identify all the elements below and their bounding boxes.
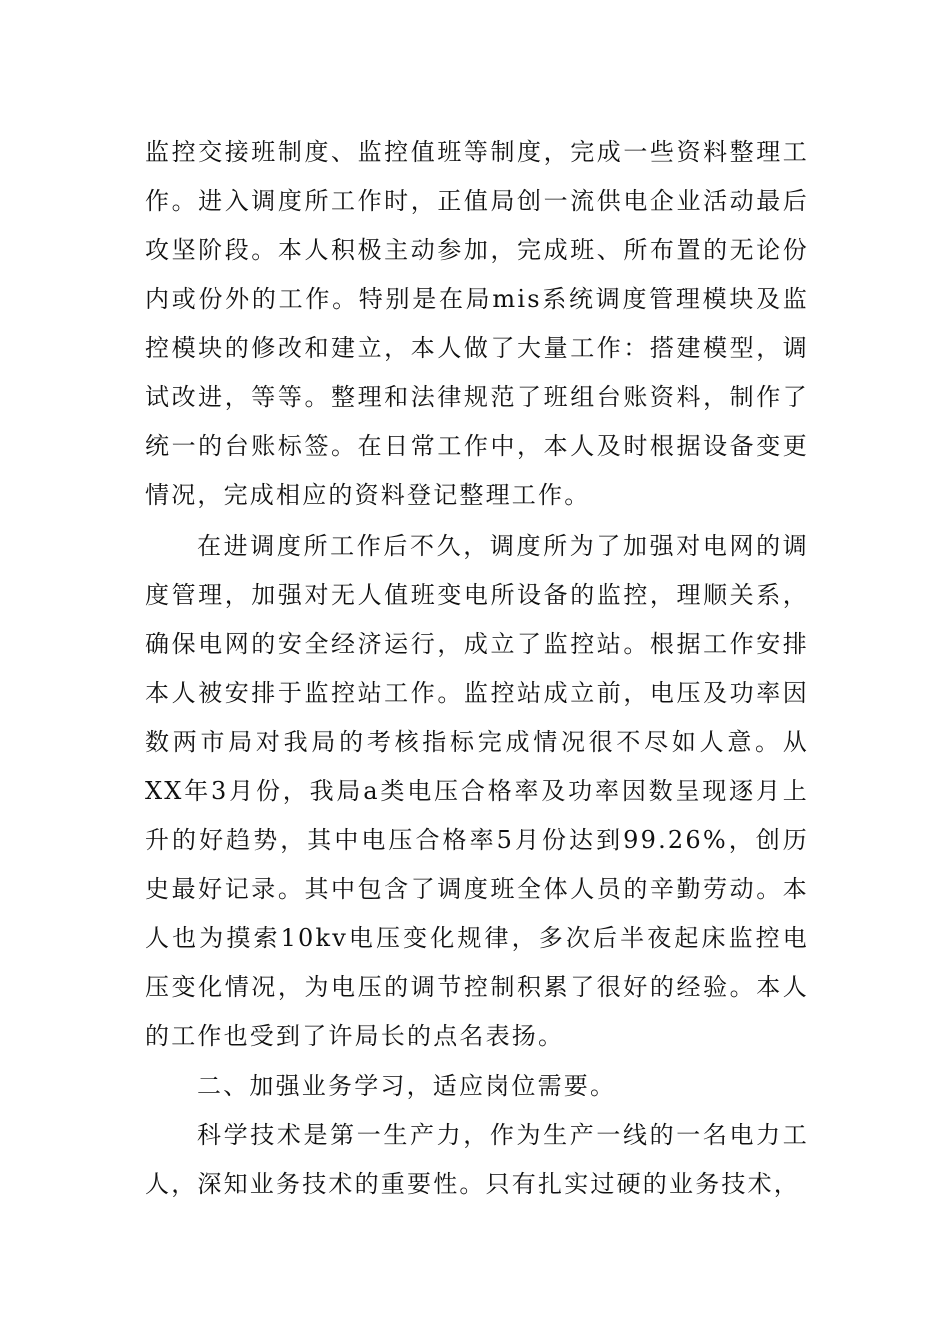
paragraph-2 xyxy=(145,522,809,1061)
section-heading xyxy=(145,1062,809,1111)
paragraph-text: 监控交接班制度、监控值班等制度，完成一些资料整理工作。进入调度所工作时，正值局创一流供电企业活动最后攻坚阶段。本人积极主动参加，完成班、所布置的无论份内或份外的工作。特别是在局mis系统调度管理模块及监控模块的修改和建立，本人做了大量工作：搭建模型，调试改进，等等。整理和法律规范了班组台账资料，制作了统一的台账标签。在日常工作中，本人及时根据设备变更情况，完成相应的资料登记整理工作。 xyxy=(145,138,809,509)
paragraph-4 xyxy=(145,1111,809,1209)
paragraph-1 xyxy=(145,128,809,520)
paragraph-text: 科学技术是第一生产力，作为生产一线的一名电力工人，深知业务技术的重要性。只有扎实过硬的业务技术， xyxy=(145,1121,809,1198)
heading-text: 二、加强业务学习，适应岗位需要。 xyxy=(197,1072,617,1100)
paragraph-text: 在进调度所工作后不久，调度所为了加强对电网的调度管理，加强对无人值班变电所设备的监控，理顺关系，确保电网的安全经济运行，成立了监控站。根据工作安排本人被安排于监控站工作。监控站成立前，电压及功率因数两市局对我局的考核指标完成情况很不尽如人意。从XX年3月份，我局a类电压合格率及功率因数呈现逐月上升的好趋势，其中电压合格率5月份达到99.26%，创历史最好记录。其中包含了调度班全体人员的辛勤劳动。本人也为摸索10kv电压变化规律，多次后半夜起床监控电压变化情况，为电压的调节控制积累了很好的经验。本人的工作也受到了许局长的点名表扬。 xyxy=(145,532,809,1050)
